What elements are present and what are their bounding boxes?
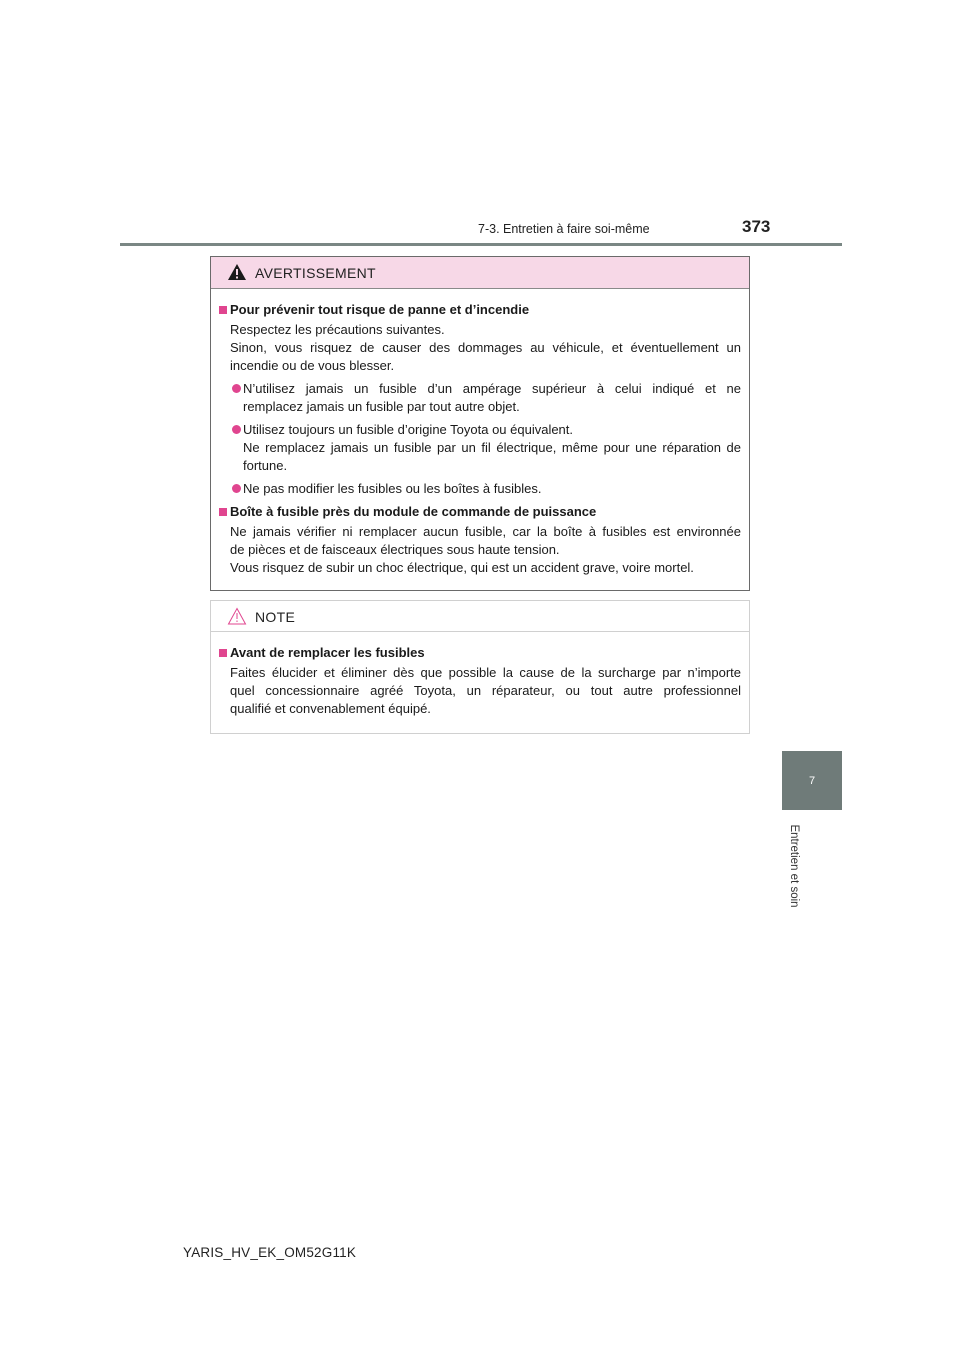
page-number: 373 bbox=[742, 217, 771, 236]
text-line: Respectez les précautions suivantes. bbox=[230, 322, 445, 337]
text-line: remplacez jamais un fusible par tout autre objet. bbox=[243, 399, 520, 414]
warning-section-text bbox=[219, 523, 741, 577]
warning-bullet bbox=[219, 480, 741, 498]
text-line: Sinon, vous risquez de causer des dommages au véhicule, et éventuellement un bbox=[230, 340, 741, 355]
text-line: de pièces et de faisceaux électriques sous haute tension. bbox=[230, 542, 560, 557]
warning-header bbox=[211, 257, 749, 289]
warning-section-title: Pour prévenir tout risque de panne et d’incendie bbox=[219, 301, 741, 319]
warning-bullet bbox=[219, 380, 741, 416]
text-line: quel concessionnaire agréé Toyota, un réparateur, ou tout autre professionnel bbox=[230, 683, 741, 698]
text-line: Faites élucider et éliminer dès que possible la cause de la surcharge par n’importe bbox=[230, 665, 741, 680]
header-rule bbox=[120, 243, 842, 246]
text-line: Ne remplacez jamais un fusible par un fil électrique, même pour une réparation de bbox=[243, 440, 741, 455]
text-line: Utilisez toujours un fusible d’origine Toyota ou équivalent. bbox=[243, 422, 574, 437]
note-section-text bbox=[219, 664, 741, 718]
warning-section-text bbox=[219, 321, 741, 375]
text-line: incendie ou de vous blesser. bbox=[230, 358, 395, 373]
text-line: Vous risquez de subir un choc électrique, qui est un accident grave, voire mortel. bbox=[230, 560, 694, 575]
text-line: fortune. bbox=[243, 458, 288, 473]
note-body bbox=[211, 632, 749, 718]
chapter-label bbox=[786, 818, 802, 914]
header-section-title: 7-3. Entretien à faire soi-même bbox=[478, 222, 650, 236]
note-box bbox=[210, 600, 750, 734]
warning-title: AVERTISSEMENT bbox=[255, 265, 376, 281]
warning-section-title: Boîte à fusible près du module de commande de puissance bbox=[219, 503, 741, 521]
text-line: Ne pas modifier les fusibles ou les boîtes à fusibles. bbox=[243, 481, 542, 496]
warning-triangle-icon bbox=[227, 263, 247, 281]
footer-code: YARIS_HV_EK_OM52G11K bbox=[183, 1245, 357, 1260]
text-line: N’utilisez jamais un fusible d’un ampérage supérieur à celui indiqué et ne bbox=[243, 381, 741, 396]
warning-body bbox=[211, 289, 749, 577]
note-title: NOTE bbox=[255, 609, 296, 625]
chapter-tab-number: 7 bbox=[808, 775, 816, 787]
note-header bbox=[211, 601, 749, 632]
text-line: qualifié et convenablement équipé. bbox=[230, 701, 431, 716]
caution-triangle-icon bbox=[227, 607, 247, 625]
text-line: Ne jamais vérifier ni remplacer aucun fusible, car la boîte à fusibles est environnée bbox=[230, 524, 741, 539]
note-section-title: Avant de remplacer les fusibles bbox=[219, 644, 741, 662]
chapter-tab bbox=[782, 751, 842, 810]
chapter-label-text: Entretien et soin bbox=[788, 824, 800, 908]
warning-bullet bbox=[219, 421, 741, 475]
warning-box bbox=[210, 256, 750, 591]
